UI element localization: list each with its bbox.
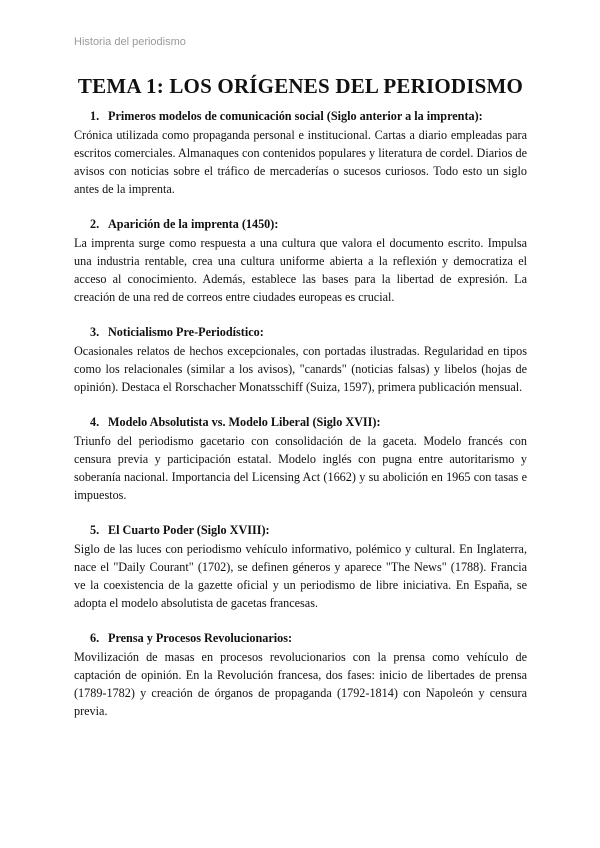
section-4 (74, 413, 527, 504)
section-number: 5. (90, 523, 100, 537)
section-body: Siglo de las luces con periodismo vehículo informativo, polémico y cultural. En Inglaterra, nace el "Daily Courant" (1702), se definen géneros y aparece "The News" (1788). Francia ve la coexistencia de la gazette oficial y un periodismo de libre iniciativa. En España, se adopta el modelo absolutista de gacetas francesas. (74, 542, 527, 610)
section-heading-text: Modelo Absolutista vs. Modelo Liberal (Siglo XVII): (108, 415, 381, 429)
section-number: 4. (90, 415, 100, 429)
section-number: 3. (90, 325, 100, 339)
section-heading-text: Aparición de la imprenta (1450): (108, 217, 279, 231)
section-3 (74, 323, 527, 396)
section-heading (74, 521, 527, 539)
section-heading-text: El Cuarto Poder (Siglo XVIII): (108, 523, 270, 537)
section-2 (74, 215, 527, 306)
section-1 (74, 107, 527, 198)
section-heading-text: Primeros modelos de comunicación social (Siglo anterior a la imprenta): (108, 109, 483, 123)
section-6 (74, 629, 527, 720)
section-heading (74, 629, 527, 647)
section-number: 6. (90, 631, 100, 645)
section-5 (74, 521, 527, 612)
document-title: TEMA 1: LOS ORÍGENES DEL PERIODISMO (77, 74, 524, 98)
section-heading (74, 413, 527, 431)
running-header: Historia del periodismo (74, 36, 186, 48)
section-heading (74, 323, 527, 341)
section-heading-text: Prensa y Procesos Revolucionarios: (108, 631, 293, 645)
section-number: 2. (90, 217, 100, 231)
section-body: Crónica utilizada como propaganda personal e institucional. Cartas a diario empleadas para escritos comerciales. Almanaques con contenidos populares y literatura de cordel. Diarios de avisos con noticias sobre el tráfico de mercaderías o sucesos curiosos. Todo esto un siglo antes de la imprenta. (74, 128, 527, 196)
section-heading (74, 107, 527, 125)
section-body: Movilización de masas en procesos revolucionarios con la prensa como vehículo de captación de opinión. En la Revolución francesa, dos fases: inicio de libertades de prensa (1789-1782) y creación de órganos de propaganda (1792-1814) con Napoleón y censura previa. (74, 650, 527, 718)
section-number: 1. (90, 109, 100, 123)
section-heading (74, 215, 527, 233)
section-body: Ocasionales relatos de hechos excepcionales, con portadas ilustradas. Regularidad en tipos como los relacionales (similar a los avisos), "canards" (noticias falsas) y libelos (hojas de opinión). Destaca el Rorschacher Monatsschiff (Suiza, 1597), primera publicación mensual. (74, 344, 527, 394)
section-heading-text: Noticialismo Pre-Periodístico: (108, 325, 264, 339)
section-body: Triunfo del periodismo gacetario con consolidación de la gaceta. Modelo francés con censura previa y participación estatal. Modelo inglés con pugna entre autoritarismo y soberanía nacional. Importancia del Licensing Act (1662) y su abolición en 1965 con tasas e impuestos. (74, 434, 527, 502)
section-body: La imprenta surge como respuesta a una cultura que valora el documento escrito. Impulsa una industria rentable, crea una cultura uniforme abierta a la reflexión y democratiza el acceso al conocimiento. Además, establece las bases para la libertad de expresión. La creación de una red de correos entre ciudades europeas es crucial. (74, 236, 527, 304)
document-content (74, 70, 527, 737)
